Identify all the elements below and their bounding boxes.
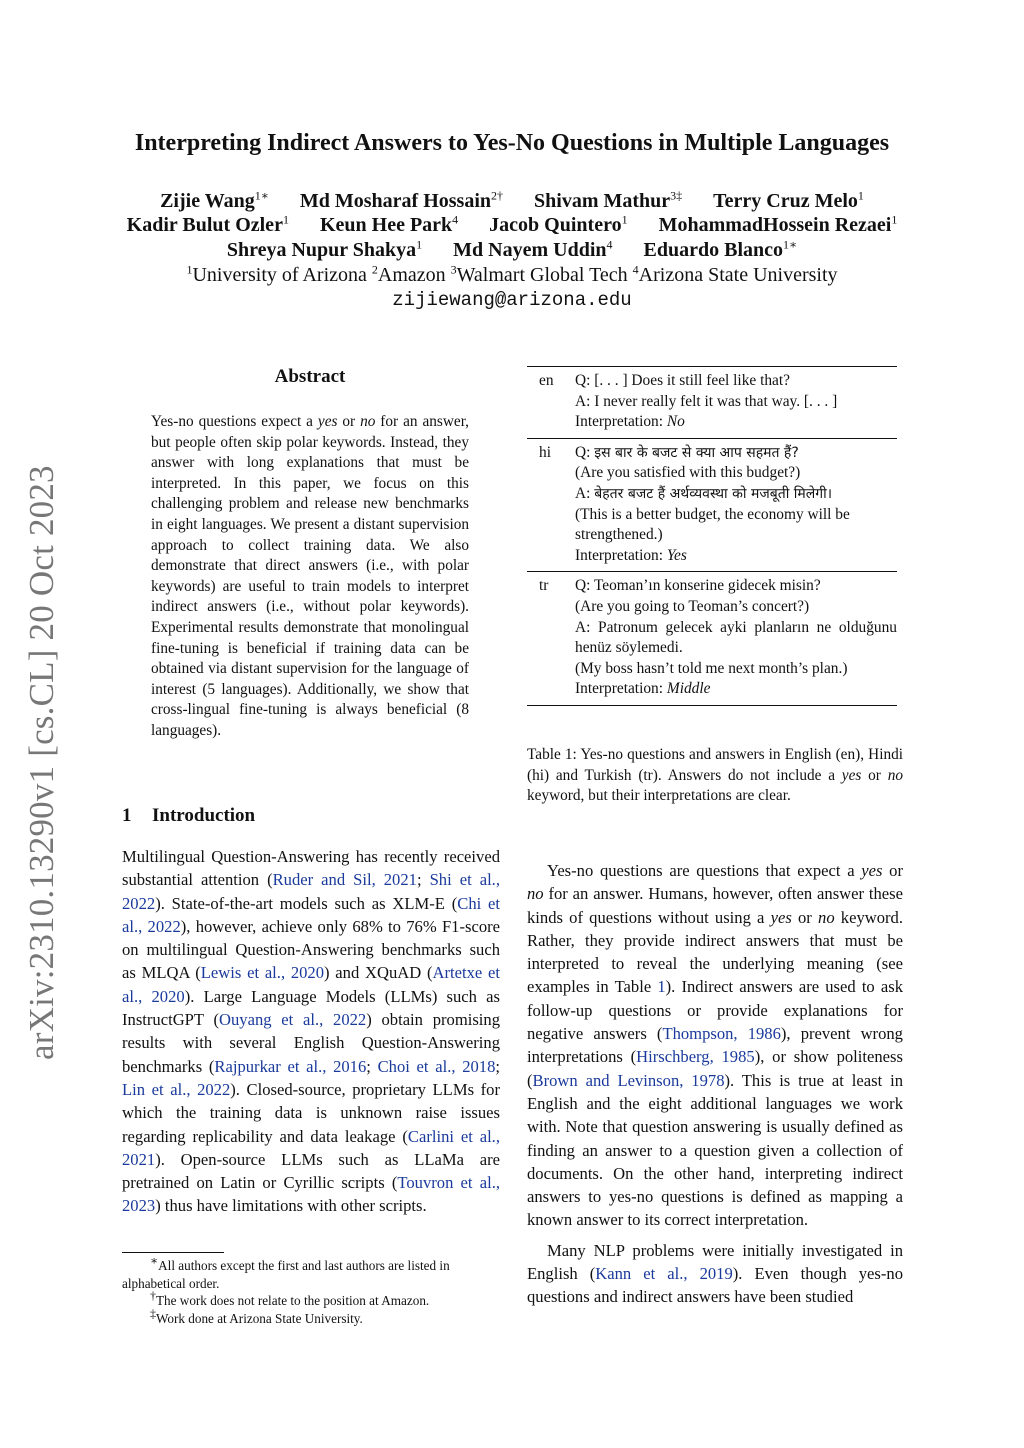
answer-translation: (This is a better budget, the economy will be strengthened.)	[575, 505, 850, 544]
author: Zijie Wang$^{1∗}$	[160, 188, 269, 212]
table-row	[527, 572, 897, 705]
text-run: ), or show politeness (	[527, 1047, 903, 1090]
footnote: ∗All authors except the first and last authors are listed in alphabetical order.	[122, 1253, 450, 1291]
right-column-text	[527, 859, 903, 1309]
footnote: ‡Work done at Arizona State University.	[150, 1306, 363, 1326]
footnote-rule	[122, 1252, 224, 1253]
citation-link[interactable]: Hirschberg, 1985	[636, 1047, 755, 1067]
language-code: hi	[539, 443, 551, 461]
citation-link[interactable]: Lin et al., 2022	[122, 1079, 231, 1099]
text-run: ;	[366, 1056, 378, 1076]
citation-link[interactable]: Chi et al., 2022	[122, 893, 500, 936]
footnote: †The work does not relate to the position at Amazon.	[150, 1288, 430, 1308]
text-run: ;	[495, 1056, 501, 1076]
table-row	[527, 439, 897, 572]
text-run: ). State-of-the-art models such as XLM-E (	[155, 893, 458, 913]
question: Q: इस बार के बजट से क्या आप सहमत हैं?	[575, 443, 799, 461]
author-email: zijiewang@arizona.edu	[392, 289, 632, 311]
text-run: keyword. Rather, they provide indirect answers that must be interpreted to reveal the underlying meaning (see examples in Table	[527, 907, 904, 997]
author: Keun Hee Park$^4$	[319, 212, 459, 236]
text-run: ). Indirect answers are used to ask follow-up questions or provide explanations for negative answers (	[527, 977, 903, 1044]
answer: A: I never really felt it was that way. [. . . ]	[575, 392, 838, 410]
abstract-heading: Abstract	[274, 366, 346, 387]
language-code: en	[539, 372, 554, 389]
author-line-2	[0, 214, 1024, 237]
answer: A: Patronum gelecek ayki planların ne olduğunu henüz söylemedi.	[575, 618, 897, 657]
text-run: ) thus have limitations with other scripts.	[155, 1196, 427, 1216]
text-run: ). Even though yes-no questions and indirect answers have been studied	[527, 1264, 903, 1307]
citation-link[interactable]: Shi et al., 2022	[122, 870, 500, 913]
author: Terry Cruz Melo$^1$	[713, 188, 864, 212]
interpretation: Interpretation: No	[575, 413, 685, 431]
citation-link[interactable]: Artetxe et al., 2020	[122, 963, 500, 1006]
arxiv-stamp: arXiv:2310.13290v1 [cs.CL] 20 Oct 2023	[22, 465, 61, 1060]
author: Shreya Nupur Shakya$^1$	[226, 237, 423, 261]
emphasis: no	[818, 907, 835, 927]
emphasis: yes	[861, 861, 883, 880]
author: Kadir Bulut Ozler$^1$	[126, 212, 289, 236]
text-run: Many NLP problems were initially investigated in English (	[527, 1240, 903, 1284]
paper-title: Interpreting Indirect Answers to Yes-No Questions in Multiple Languages	[134, 130, 890, 156]
table-caption: Table 1: Yes-no questions and answers in English (en), Hindi (hi) and Turkish (tr). Answers do not include a yes or no keyword, but their interpretations are clear.	[527, 746, 903, 805]
abstract-text: Yes-no questions expect a yes or no for an answer, but people often skip polar keywords. Instead, they answer with long explanations that must be interpreted. In this paper, we focus on this challenging problem and release new benchmarks in eight languages. We present a distant supervision approach to collect training data. We also demonstrate that direct answers (i.e., with polar keywords) are useful to train models to interpret indirect answers (i.e., without polar keywords). Experimental results demonstrate that monolingual fine-tuning is beneficial if training data can be obtained via distant supervision for the language of interest (5 languages). Additionally, we show that cross-lingual fine-tuning is always beneficial (8 languages).	[151, 413, 469, 739]
table-row	[527, 367, 897, 438]
citation-link[interactable]: Rajpurkar et al., 2016	[214, 1056, 367, 1076]
text-run: ), however, achieve only 68% to 76% F1-score on multilingual Question-Answering benchmarks such as MLQA (	[122, 916, 501, 983]
text-run: ), prevent wrong interpretations (	[527, 1024, 903, 1067]
author: Jacob Quintero$^1$	[489, 212, 628, 236]
table-1	[527, 366, 897, 706]
affiliations: $^1$University of Arizona $^2$Amazon $^3$Walmart Global Tech $^4$Arizona State University	[186, 262, 838, 286]
citation-link[interactable]: Lewis et al., 2020	[200, 963, 325, 983]
citation-link[interactable]: Thompson, 1986	[662, 1024, 781, 1044]
answer: A: बेहतर बजट हैं अर्थव्यवस्था को मजबूती मिलेगी।	[575, 484, 833, 502]
text-run: or	[791, 907, 819, 927]
text-run: ;	[416, 870, 430, 890]
text-run: or	[882, 861, 903, 880]
text-run: ). This is true at least in English and the eight additional languages we work with. Note that question answering is usually defined as finding an answer to a question given a collection of documents. On the other hand, interpreting indirect answers to yes-no questions is defined as mapping a known answer to its correct interpretation.	[527, 1070, 903, 1230]
citation-link[interactable]: Ruder and Sil, 2021	[272, 870, 417, 890]
citation-link[interactable]: Choi et al., 2018	[377, 1056, 496, 1076]
citation-link[interactable]: Brown and Levinson, 1978	[532, 1070, 725, 1090]
paragraph	[527, 859, 903, 1232]
author: Md Nayem Uddin$^4$	[453, 237, 613, 261]
text-run: for an answer. Humans, however, often answer these kinds of questions without using a	[527, 884, 903, 927]
emphasis: yes	[770, 907, 792, 927]
language-code: tr	[539, 577, 549, 595]
citation-link[interactable]: Kann et al., 2019	[595, 1264, 733, 1284]
section-heading: 1 Introduction	[122, 805, 256, 826]
text-run: ) obtain promising results with several English Question-Answering benchmarks (	[122, 1010, 500, 1076]
question-translation: (Are you going to Teoman’s concert?)	[575, 597, 810, 615]
citation-link[interactable]: Carlini et al., 2021	[122, 1126, 500, 1169]
citation-link[interactable]: 1	[657, 977, 666, 997]
emphasis: no	[527, 884, 544, 904]
author-line-1	[0, 190, 1024, 213]
text-run: ) and XQuAD (	[324, 963, 433, 983]
question: Q: [. . . ] Does it still feel like that?	[575, 372, 790, 389]
interpretation: Interpretation: Yes	[575, 546, 687, 564]
author-line-3	[0, 239, 1024, 262]
question: Q: Teoman’ın konserine gidecek misin?	[575, 577, 821, 595]
answer-translation: (My boss hasn’t told me next month’s plan.)	[575, 659, 848, 677]
author: Shivam Mathur$^{3\ddagger}$	[534, 188, 683, 212]
paragraph	[527, 1239, 903, 1309]
text-run: Yes-no questions are questions that expect a	[547, 861, 862, 880]
author: Eduardo Blanco$^{1∗}$	[643, 237, 798, 261]
interpretation: Interpretation: Middle	[575, 680, 711, 698]
text-run: ). Open-source LLMs such as LLaMa are pretrained on Latin or Cyrillic scripts (	[122, 1149, 500, 1193]
footnotes	[122, 1253, 500, 1327]
question-translation: (Are you satisfied with this budget?)	[575, 464, 801, 482]
citation-link[interactable]: Ouyang et al., 2022	[219, 1010, 367, 1030]
citation-link[interactable]: Touvron et al., 2023	[122, 1173, 500, 1216]
text-run: ). Closed-source, proprietary LLMs for which the training data is unknown raise issues regarding replicability and data leakage (	[122, 1079, 500, 1146]
author: Md Mosharaf Hossain$^{2\dagger}$	[299, 188, 504, 212]
author: MohammadHossein Rezaei$^1$	[658, 212, 898, 236]
intro-paragraph	[122, 845, 500, 1218]
text-run: ). Large Language Models (LLMs) such as InstructGPT (	[122, 986, 501, 1030]
text-run: Multilingual Question-Answering has recently received substantial attention (	[122, 847, 500, 890]
